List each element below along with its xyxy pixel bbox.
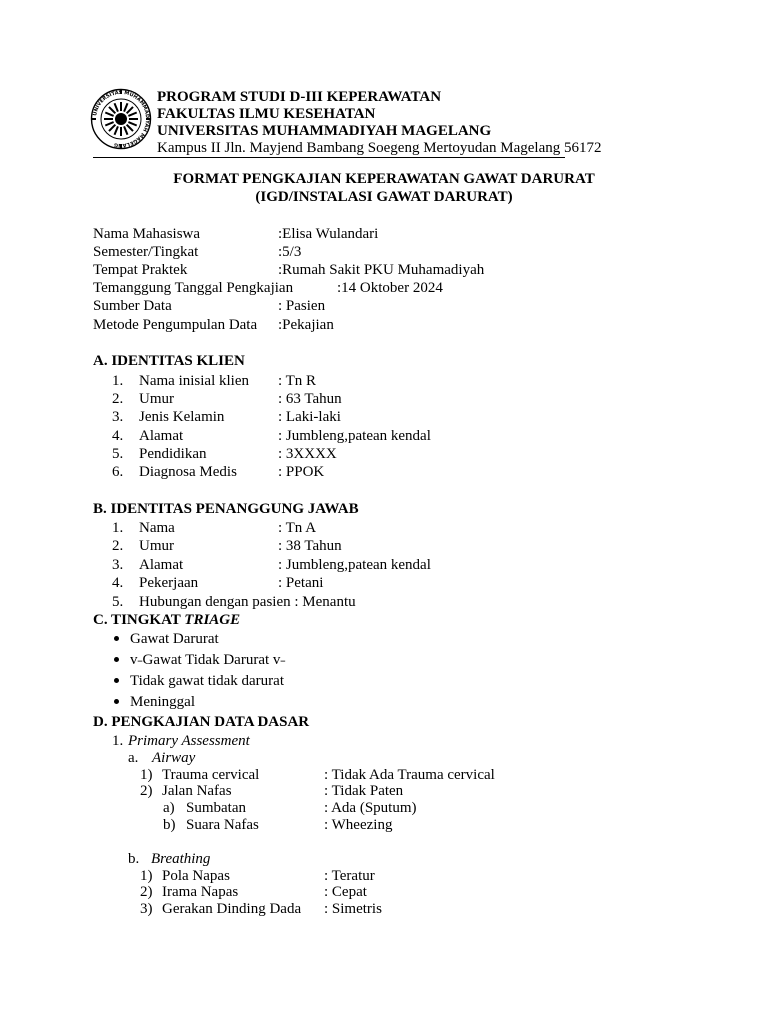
list-label: Sumbatan [186,800,246,816]
list-number: a) [163,800,175,816]
info-label: Nama Mahasiswa [93,226,201,242]
list-label: Suara Nafas [186,817,259,833]
list-label: Alamat [139,428,184,444]
list-number: 2) [140,783,153,799]
list-number: 2. [112,538,124,554]
header-program-name: PROGRAM STUDI D-III KEPERAWATAN [157,89,442,105]
list-value: : 3XXXX [278,446,337,462]
list-value: : Tn R [278,373,317,389]
list-label: Trauma cervical [162,767,260,783]
list-number: 6. [112,464,124,480]
list-number: 5. [112,594,124,610]
list-number: 2. [112,391,124,407]
list-label: Hubungan dengan pasien : Menantu [139,594,356,610]
list-letter: a. [128,750,139,766]
info-value: :14 Oktober 2024 [337,280,443,296]
list-number: 1. [112,733,124,749]
breathing-label: Breathing [151,851,211,867]
triage-option: Gawat Darurat [130,631,219,647]
list-number: 3. [112,557,124,573]
list-number: 3. [112,409,124,425]
list-number: 3) [140,901,153,917]
list-number: 1) [140,767,153,783]
primary-assessment-label: Primary Assessment [128,733,250,749]
list-number: 1. [112,373,124,389]
info-label: Metode Pengumpulan Data [93,317,258,333]
section-c-heading-prefix: C. TINGKAT [93,612,181,628]
bullet-icon [114,678,119,683]
list-number: b) [163,817,176,833]
list-number: 1) [140,868,153,884]
list-label: Nama inisial klien [139,373,249,389]
list-value: : Ada (Sputum) [324,800,417,816]
list-value: : Wheezing [324,817,393,833]
list-value: : Jumbleng,patean kendal [278,557,431,573]
info-label: Tempat Praktek [93,262,188,278]
list-value: : Teratur [324,868,375,884]
list-label: Irama Napas [162,884,239,900]
list-value: : Cepat [324,884,367,900]
form-subtitle: (IGD/INSTALASI GAWAT DARURAT) [255,189,513,205]
list-value: : Petani [278,575,324,591]
bullet-icon [114,699,119,704]
triage-option: Meninggal [130,694,195,710]
list-letter: b. [128,851,140,867]
section-a-heading: A. IDENTITAS KLIEN [93,353,245,369]
bullet-icon [114,636,119,641]
list-label: Pekerjaan [139,575,199,591]
university-logo [90,88,152,150]
info-value: :Pekajian [278,317,334,333]
list-value: : Tidak Paten [324,783,404,799]
list-value: : 38 Tahun [278,538,342,554]
info-label: Semester/Tingkat [93,244,199,260]
list-label: Jalan Nafas [162,783,232,799]
list-label: Pendidikan [139,446,207,462]
list-label: Pola Napas [162,868,230,884]
header-faculty-name: FAKULTAS ILMU KESEHATAN [157,106,376,122]
list-value: : Jumbleng,patean kendal [278,428,431,444]
header-divider [93,157,565,158]
airway-label: Airway [152,750,196,766]
list-value: : Laki-laki [278,409,341,425]
info-value: :Rumah Sakit PKU Muhamadiyah [278,262,485,278]
list-label: Umur [139,391,174,407]
info-label: Temanggung Tanggal Pengkajian [93,280,294,296]
section-b-heading: B. IDENTITAS PENANGGUNG JAWAB [93,501,359,517]
list-value: : Simetris [324,901,382,917]
list-label: Gerakan Dinding Dada [162,901,302,917]
svg-text:UNIVERSITAS MUHAMMADIYAH MAGEL: UNIVERSITAS MUHAMMADIYAH MAGELANG [92,89,151,149]
info-value: :5/3 [278,244,302,260]
info-value: : Pasien [278,298,326,314]
list-label: Umur [139,538,174,554]
list-number: 1. [112,520,124,536]
section-c-heading-italic: TRIAGE [184,612,241,628]
header-address: Kampus II Jln. Mayjend Bambang Soegeng Mertoyudan Magelang 56172 [157,140,602,156]
list-number: 4. [112,428,124,444]
form-title: FORMAT PENGKAJIAN KEPERAWATAN GAWAT DARURAT [173,171,595,187]
bullet-icon [114,657,119,662]
list-label: Nama [139,520,175,536]
list-label: Jenis Kelamin [139,409,225,425]
list-number: 2) [140,884,153,900]
list-value: : PPOK [278,464,325,480]
list-value: : Tidak Ada Trauma cervical [324,767,495,783]
list-value: : 63 Tahun [278,391,342,407]
list-value: : Tn A [278,520,317,536]
list-label: Diagnosa Medis [139,464,237,480]
section-d-heading: D. PENGKAJIAN DATA DASAR [93,714,310,730]
triage-option-selected: v˗Gawat Tidak Darurat v˗ [130,652,286,668]
header-university-name: UNIVERSITAS MUHAMMADIYAH MAGELANG [157,123,492,139]
info-value: :Elisa Wulandari [278,226,379,242]
section-c-heading [93,611,240,629]
info-label: Sumber Data [93,298,172,314]
list-label: Alamat [139,557,184,573]
list-number: 4. [112,575,124,591]
list-number: 5. [112,446,124,462]
triage-option: Tidak gawat tidak darurat [130,673,284,689]
